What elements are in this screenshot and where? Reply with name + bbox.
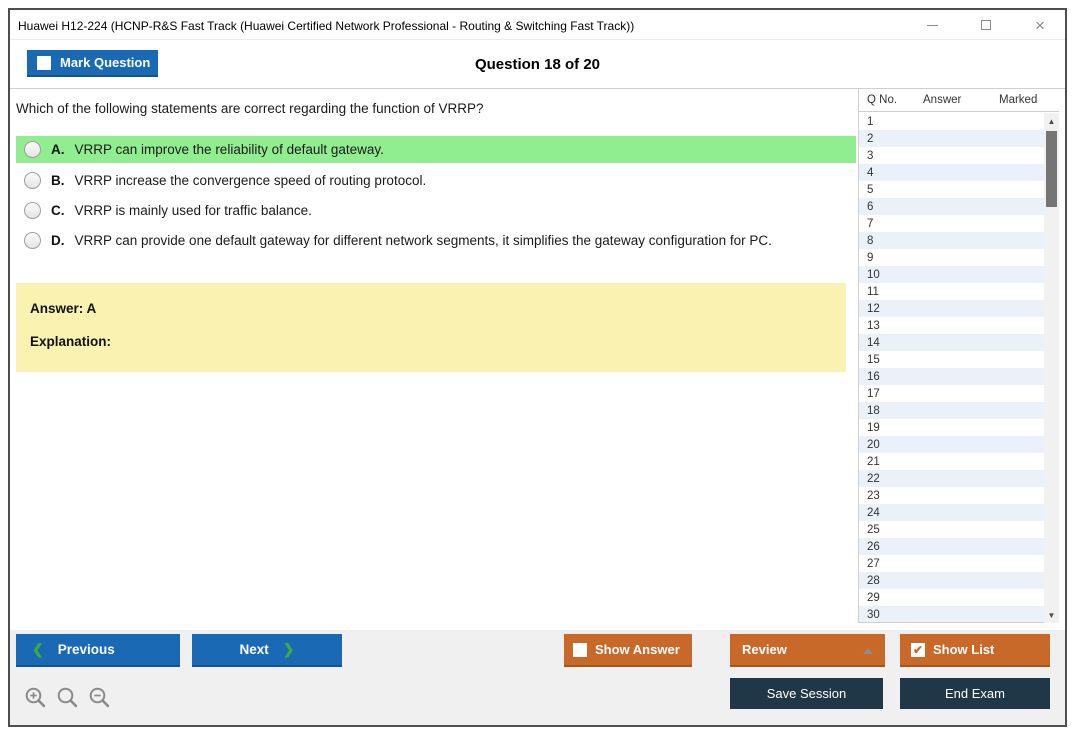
question-list-row[interactable]	[859, 555, 1044, 572]
review-label: Review	[742, 642, 787, 657]
window-controls	[921, 10, 1051, 40]
option-radio-c[interactable]	[24, 202, 41, 219]
question-text: Which of the following statements are correct regarding the function of VRRP?	[16, 101, 484, 116]
column-answer: Answer	[923, 94, 962, 106]
question-header	[10, 41, 1065, 88]
question-number: 27	[867, 557, 880, 570]
question-list-row[interactable]	[859, 317, 1044, 334]
option-row-c[interactable]	[16, 197, 856, 224]
question-list-row[interactable]	[859, 504, 1044, 521]
question-list-row[interactable]	[859, 521, 1044, 538]
question-number: 6	[867, 200, 874, 213]
answer-explanation-box	[16, 283, 846, 372]
show-list-button[interactable]	[900, 634, 1050, 667]
answer-label: Answer: A	[30, 301, 97, 316]
question-number: 24	[867, 506, 880, 519]
show-list-label: Show List	[933, 642, 995, 657]
option-text: VRRP can improve the reliability of default gateway.	[74, 142, 384, 157]
question-list-row[interactable]	[859, 487, 1044, 504]
question-number: 29	[867, 591, 880, 604]
option-text: VRRP can provide one default gateway for different network segments, it simplifies the gateway configuration for PC.	[74, 233, 772, 248]
question-list	[859, 113, 1044, 623]
question-list-row[interactable]	[859, 436, 1044, 453]
column-qno: Q No.	[867, 94, 898, 106]
question-number: 22	[867, 472, 880, 485]
question-number: 7	[867, 217, 874, 230]
scroll-down-icon[interactable]: ▼	[1047, 610, 1056, 620]
option-letter: B.	[51, 173, 65, 188]
question-number: 21	[867, 455, 880, 468]
chevron-left-icon: ❮	[32, 641, 44, 657]
option-radio-d[interactable]	[24, 232, 41, 249]
question-list-row[interactable]	[859, 453, 1044, 470]
question-list-row[interactable]	[859, 283, 1044, 300]
question-number: 15	[867, 353, 880, 366]
dropdown-up-icon	[863, 648, 873, 654]
question-number: 10	[867, 268, 880, 281]
option-radio-a[interactable]	[24, 141, 41, 158]
question-list-row[interactable]	[859, 538, 1044, 555]
question-number: 23	[867, 489, 880, 502]
explanation-label: Explanation:	[30, 334, 112, 349]
question-list-row[interactable]	[859, 589, 1044, 606]
show-list-checkbox[interactable]: ✔	[912, 642, 924, 657]
show-answer-checkbox[interactable]	[573, 643, 587, 657]
close-icon[interactable]: ×	[1035, 15, 1045, 35]
question-number: 3	[867, 149, 874, 162]
minimize-icon[interactable]	[921, 14, 943, 36]
question-list-row[interactable]	[859, 215, 1044, 232]
question-list-row[interactable]	[859, 385, 1044, 402]
option-row-b[interactable]	[16, 167, 856, 194]
question-list-row[interactable]	[859, 606, 1044, 623]
question-list-row[interactable]	[859, 300, 1044, 317]
zoom-controls	[24, 686, 111, 709]
option-row-a[interactable]	[16, 136, 856, 163]
zoom-reset-icon[interactable]	[56, 686, 79, 709]
question-list-row[interactable]	[859, 147, 1044, 164]
column-marked: Marked	[999, 94, 1038, 106]
previous-button[interactable]	[16, 634, 180, 667]
question-number: 1	[867, 115, 874, 128]
window-title: Huawei H12-224 (HCNP-R&S Fast Track (Huawei Certified Network Professional - Routing & Switching Fast Track))	[18, 19, 635, 33]
question-list-row[interactable]	[859, 368, 1044, 385]
end-exam-button[interactable]	[900, 678, 1050, 709]
question-list-row[interactable]	[859, 232, 1044, 249]
zoom-in-icon[interactable]	[24, 686, 47, 709]
question-list-header	[859, 89, 1059, 112]
question-list-row[interactable]	[859, 198, 1044, 215]
question-list-row[interactable]	[859, 402, 1044, 419]
question-number: 14	[867, 336, 880, 349]
option-letter: A.	[51, 142, 65, 157]
question-number: 9	[867, 251, 874, 264]
maximize-icon[interactable]	[975, 14, 997, 36]
question-list-row[interactable]	[859, 351, 1044, 368]
question-number: 13	[867, 319, 880, 332]
question-list-row[interactable]	[859, 470, 1044, 487]
mark-question-button[interactable]	[27, 50, 158, 77]
question-list-panel	[858, 89, 1059, 623]
question-list-scrollbar[interactable]	[1044, 113, 1059, 623]
question-list-row[interactable]	[859, 266, 1044, 283]
review-dropdown-button[interactable]	[730, 634, 885, 667]
option-letter: D.	[51, 233, 65, 248]
scroll-up-icon[interactable]: ▲	[1047, 116, 1056, 126]
mark-question-checkbox[interactable]	[37, 56, 51, 70]
question-number: 19	[867, 421, 880, 434]
footer-bar	[10, 630, 1065, 725]
question-list-row[interactable]	[859, 249, 1044, 266]
question-list-row[interactable]	[859, 113, 1044, 130]
question-number: 18	[867, 404, 880, 417]
question-area	[10, 89, 858, 630]
previous-label: Previous	[57, 642, 115, 657]
question-number: 16	[867, 370, 880, 383]
question-number: 26	[867, 540, 880, 553]
question-list-row[interactable]	[859, 419, 1044, 436]
question-number: 2	[867, 132, 874, 145]
scrollbar-thumb[interactable]	[1046, 131, 1057, 207]
option-text: VRRP increase the convergence speed of routing protocol.	[74, 173, 427, 188]
question-list-row[interactable]	[859, 130, 1044, 147]
title-bar	[10, 10, 1065, 40]
question-list-row[interactable]	[859, 572, 1044, 589]
option-letter: C.	[51, 203, 65, 218]
end-exam-label: End Exam	[945, 686, 1005, 701]
question-number: 30	[867, 608, 880, 621]
question-counter: Question 18 of 20	[474, 56, 601, 73]
mark-question-label: Mark Question	[60, 55, 151, 70]
question-number: 25	[867, 523, 880, 536]
show-answer-button[interactable]	[564, 634, 692, 667]
save-session-label: Save Session	[766, 686, 847, 701]
question-list-row[interactable]	[859, 164, 1044, 181]
question-number: 12	[867, 302, 880, 315]
chevron-right-icon: ❯	[282, 641, 295, 657]
show-answer-label: Show Answer	[595, 642, 680, 657]
question-number: 20	[867, 438, 880, 451]
zoom-out-icon[interactable]	[88, 686, 111, 709]
option-row-d[interactable]	[16, 227, 856, 254]
question-list-row[interactable]	[859, 181, 1044, 198]
question-list-row[interactable]	[859, 334, 1044, 351]
next-label: Next	[239, 642, 269, 657]
question-number: 4	[867, 166, 874, 179]
question-number: 17	[867, 387, 880, 400]
question-number: 5	[867, 183, 874, 196]
question-number: 8	[867, 234, 874, 247]
save-session-button[interactable]	[730, 678, 883, 709]
app-window	[8, 8, 1067, 727]
option-text: VRRP is mainly used for traffic balance.	[74, 203, 312, 218]
question-number: 11	[867, 285, 879, 298]
option-radio-b[interactable]	[24, 172, 41, 189]
next-button[interactable]	[192, 634, 342, 667]
question-number: 28	[867, 574, 880, 587]
